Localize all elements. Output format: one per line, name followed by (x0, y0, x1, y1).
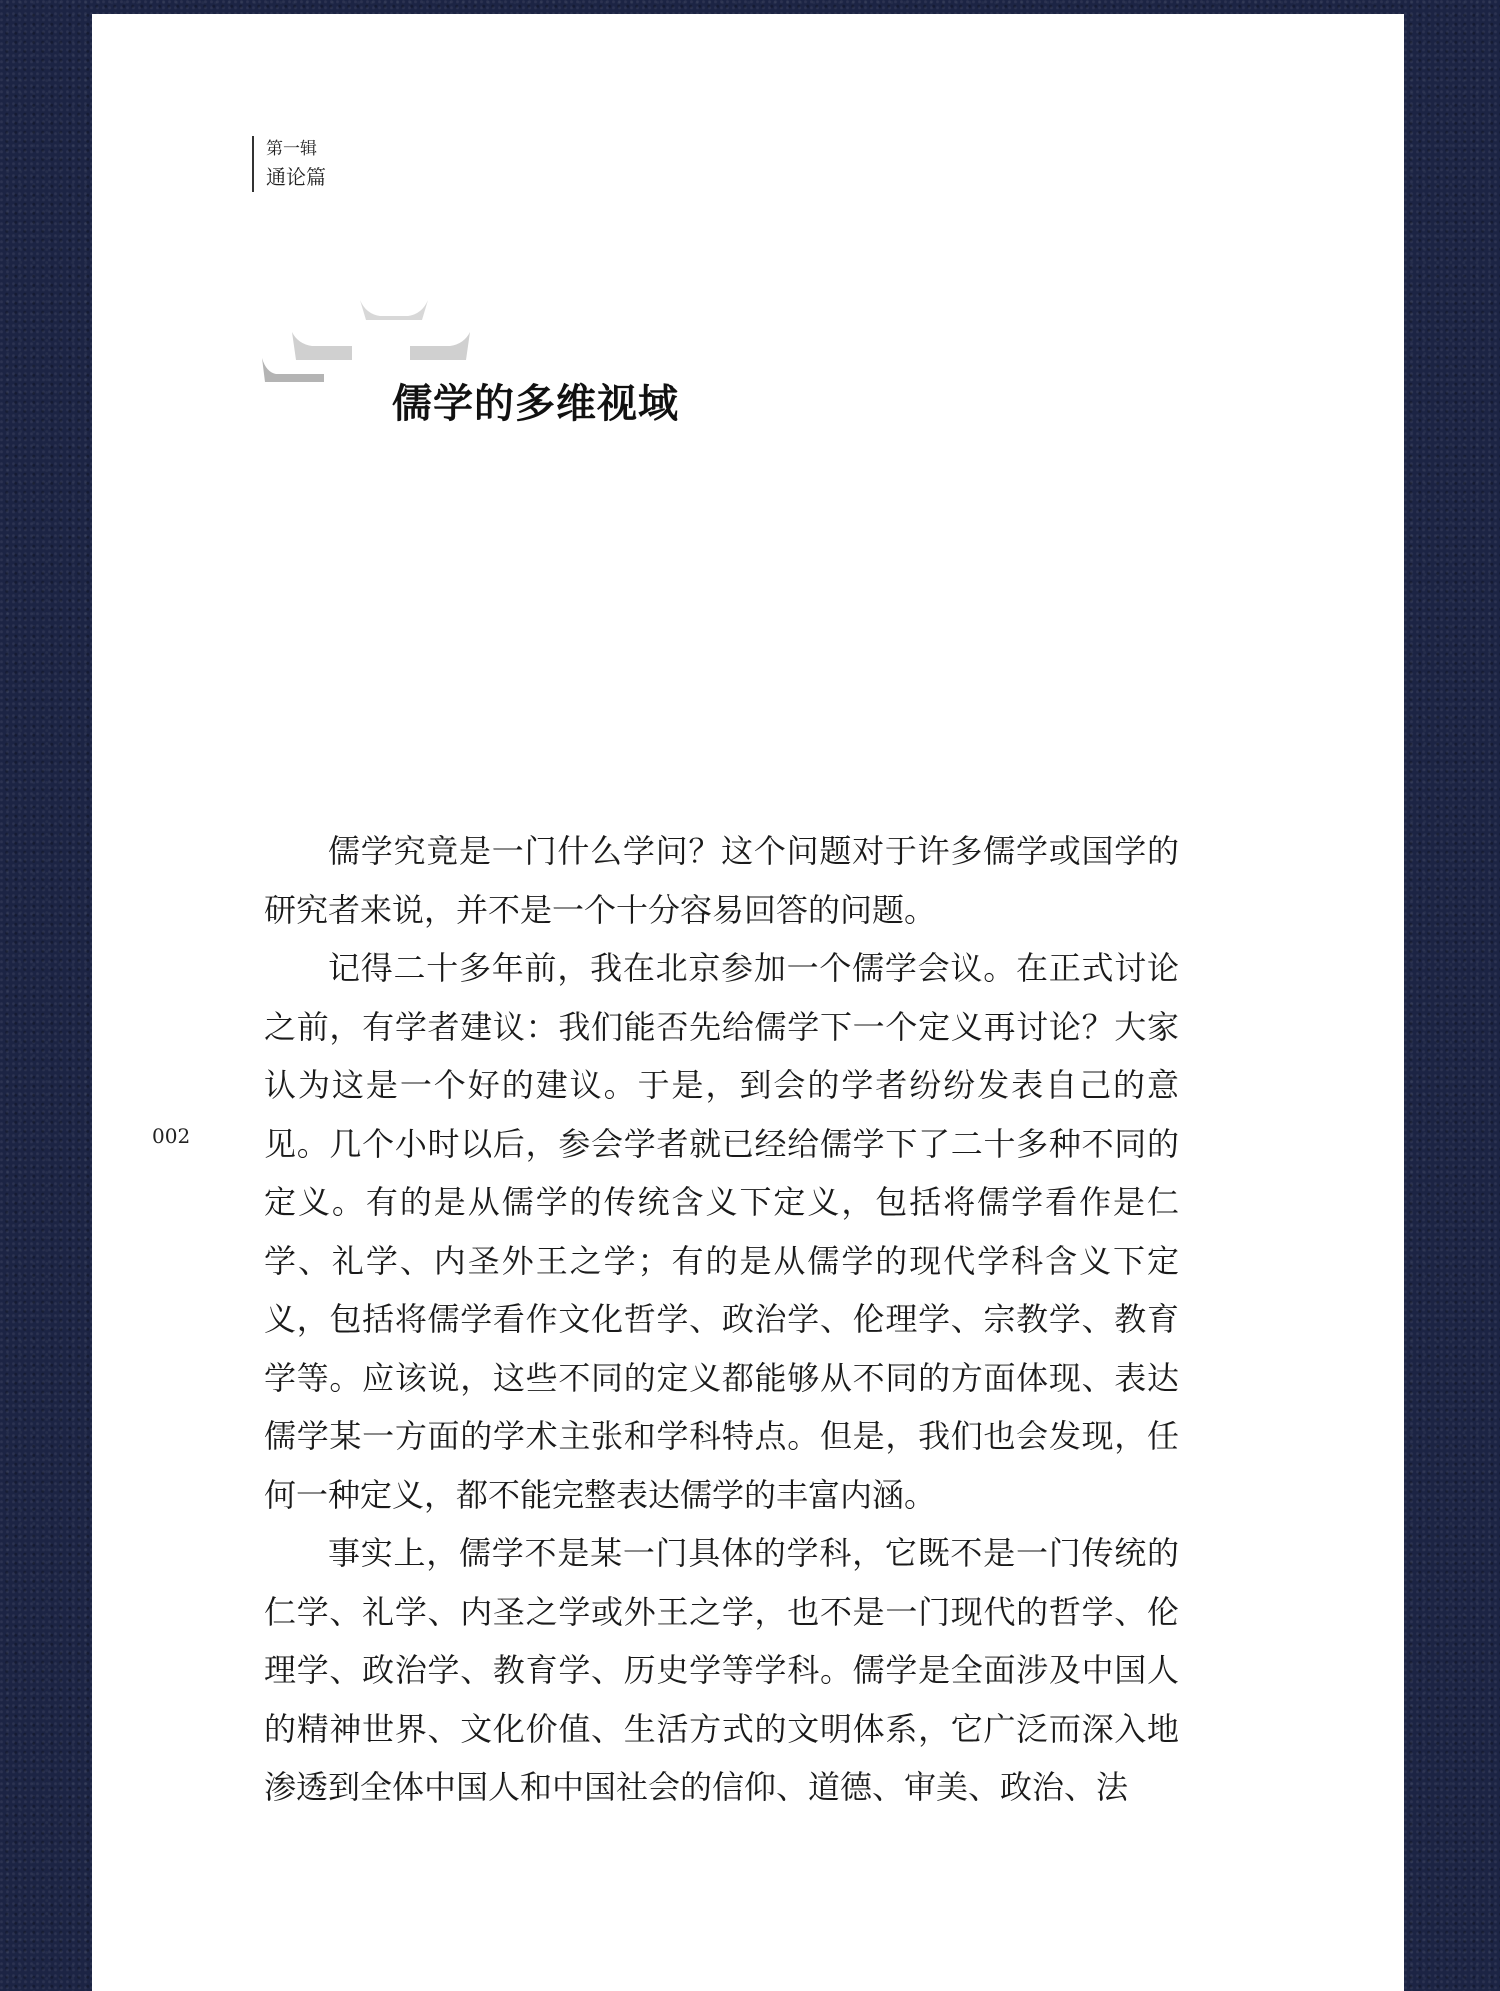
book-page (92, 14, 1404, 1991)
ornament-roof-left (292, 332, 352, 360)
roof-eaves-ornament (262, 282, 542, 382)
paragraph: 记得二十多年前，我在北京参加一个儒学会议。在正式讨论之前，有学者建议：我们能否先给儒学下一个定义再讨论？大家认为这是一个好的建议。于是，到会的学者纷纷发表自己的意见。几个小时以后，参会学者就已经给儒学下了二十多种不同的定义。有的是从儒学的传统含义下定义，包括将儒学看作是仁学、礼学、内圣外王之学；有的是从儒学的现代学科含义下定义，包括将儒学看作文化哲学、政治学、伦理学、宗教学、教育学等。应该说，这些不同的定义都能够从不同的方面体现、表达儒学某一方面的学术主张和学科特点。但是，我们也会发现，任何一种定义，都不能完整表达儒学的丰富内涵。 (264, 949, 1179, 1514)
body-text (264, 822, 1179, 1817)
page-number: 002 (152, 1124, 191, 1148)
ornament-base (262, 358, 324, 382)
running-head-section: 通论篇 (266, 165, 326, 189)
chapter-title: 儒学的多维视域 (392, 381, 679, 427)
ornament-roof-top (360, 300, 428, 320)
running-head-part: 第一辑 (266, 139, 317, 159)
ornament-roof-right (410, 332, 470, 360)
running-head (252, 136, 326, 192)
paragraph: 儒学究竟是一门什么学问？这个问题对于许多儒学或国学的研究者来说，并不是一个十分容易回答的问题。 (264, 832, 1179, 929)
paragraph: 事实上，儒学不是某一门具体的学科，它既不是一门传统的仁学、礼学、内圣之学或外王之学，也不是一门现代的哲学、伦理学、政治学、教育学、历史学等学科。儒学是全面涉及中国人的精神世界、文化价值、生活方式的文明体系，它广泛而深入地渗透到全体中国人和中国社会的信仰、道德、审美、政治、法 (264, 1534, 1179, 1806)
